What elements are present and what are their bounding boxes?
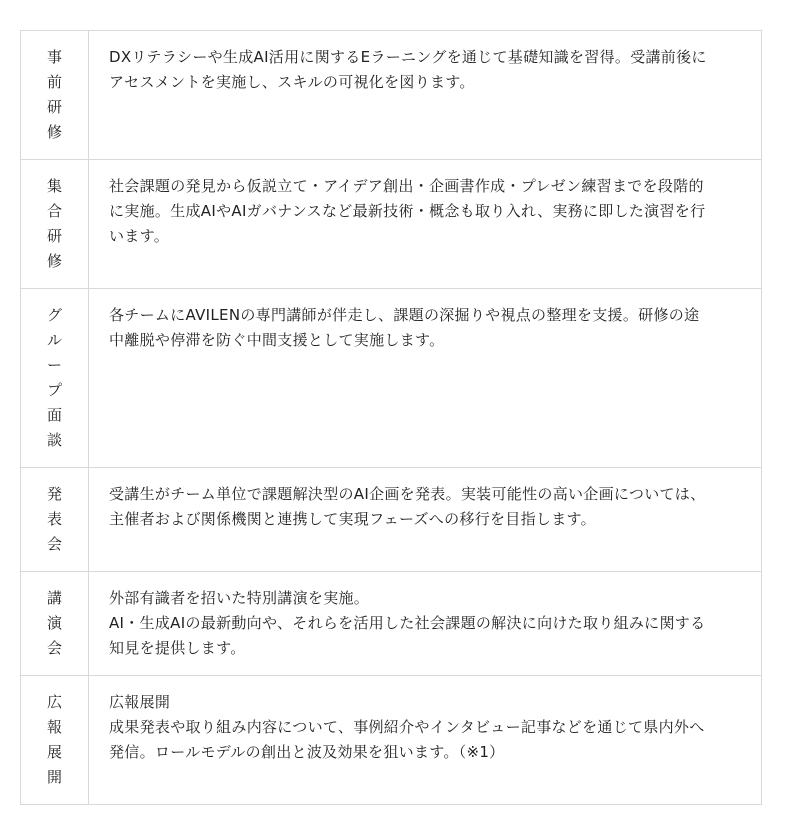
row-description bbox=[89, 572, 761, 675]
row-label-char: 発 bbox=[46, 485, 62, 503]
description-line: 知見を提供します。 bbox=[109, 639, 246, 657]
description-line: 中離脱や停滞を防ぐ中間支援として実施します。 bbox=[109, 331, 445, 349]
description-line: 主催者および関係機関と連携して実現フェーズへの移行を目指します。 bbox=[109, 510, 596, 528]
row-label-char: 開 bbox=[46, 768, 62, 786]
description-line: います。 bbox=[109, 227, 170, 245]
row-label-char: 事 bbox=[46, 48, 62, 66]
row-label-char: 合 bbox=[46, 202, 62, 220]
row-label-char: 講 bbox=[46, 589, 62, 607]
row-label-char: 会 bbox=[46, 535, 62, 553]
row-label-char: グ bbox=[46, 306, 62, 324]
description-line: アセスメントを実施し、スキルの可視化を図ります。 bbox=[109, 73, 475, 91]
row-label-char: 面 bbox=[46, 406, 62, 424]
description-line: 発信。ロールモデルの創出と波及効果を狙います。（※1） bbox=[109, 743, 505, 761]
row-label-char: 前 bbox=[46, 73, 62, 91]
description-line: 社会課題の発見から仮説立て・アイデア創出・企画書作成・プレゼン練習までを段階的 bbox=[109, 177, 704, 195]
description-line: 外部有識者を招いた特別講演を実施。 bbox=[109, 589, 370, 607]
row-description bbox=[89, 160, 761, 288]
row-label-char: 会 bbox=[46, 639, 62, 657]
row-label-char: 演 bbox=[46, 614, 62, 632]
row-description bbox=[89, 289, 761, 467]
row-label-char: プ bbox=[46, 381, 62, 399]
program-table bbox=[20, 30, 762, 805]
row-label-char: 報 bbox=[46, 718, 62, 736]
description-line: 受講生がチーム単位で課題解決型のAI企画を発表。実装可能性の高い企画については、 bbox=[109, 485, 706, 503]
row-description bbox=[89, 676, 761, 804]
row-label-char: 展 bbox=[46, 743, 62, 761]
row-label-char: 研 bbox=[46, 98, 62, 116]
table-row-publicity bbox=[21, 676, 761, 805]
row-label-char: 研 bbox=[46, 227, 62, 245]
row-label-char: 修 bbox=[46, 252, 62, 270]
row-label bbox=[21, 676, 89, 804]
description-line: に実施。生成AIやAIガバナンスなど最新技術・概念も取り入れ、実務に即した演習を行 bbox=[109, 202, 706, 220]
row-label bbox=[21, 289, 89, 467]
row-description bbox=[89, 468, 761, 571]
table-row-group-interview bbox=[21, 289, 761, 468]
row-label-char: ー bbox=[46, 356, 62, 374]
description-line: 広報展開 bbox=[109, 693, 171, 711]
row-label bbox=[21, 468, 89, 571]
row-description bbox=[89, 31, 761, 159]
row-label-char: 修 bbox=[46, 123, 62, 141]
description-line: 成果発表や取り組み内容について、事例紹介やインタビュー記事などを通じて県内外へ bbox=[109, 718, 705, 736]
table-row-group-training bbox=[21, 160, 761, 289]
row-label-char: ル bbox=[46, 331, 62, 349]
row-label bbox=[21, 572, 89, 675]
description-line: 各チームにAVILENの専門講師が伴走し、課題の深掘りや視点の整理を支援。研修の途 bbox=[109, 306, 700, 324]
row-label-char: 談 bbox=[46, 431, 62, 449]
row-label bbox=[21, 31, 89, 159]
description-line: AI・生成AIの最新動向や、それらを活用した社会課題の解決に向けた取り組みに関する bbox=[109, 614, 706, 632]
row-label-char: 表 bbox=[46, 510, 62, 528]
table-row-lecture bbox=[21, 572, 761, 676]
description-line: DXリテラシーや生成AI活用に関するEラーニングを通じて基礎知識を習得。受講前後に bbox=[109, 48, 707, 66]
row-label-char: 集 bbox=[46, 177, 62, 195]
row-label bbox=[21, 160, 89, 288]
row-label-char: 広 bbox=[46, 693, 62, 711]
table-row-presentation bbox=[21, 468, 761, 572]
table-row-pre-training bbox=[21, 31, 761, 160]
